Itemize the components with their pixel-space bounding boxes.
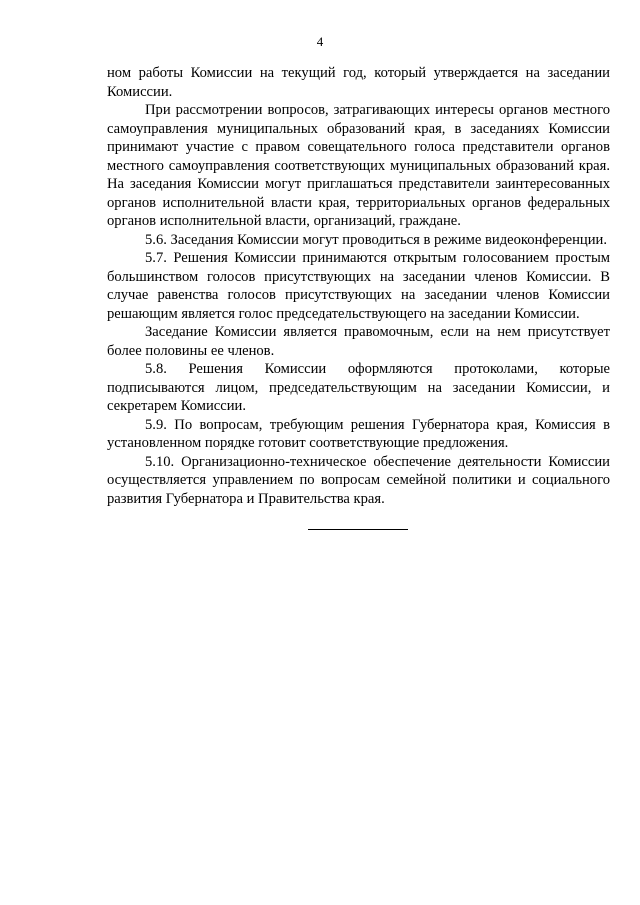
paragraph-quorum: Заседание Комиссии является правомочным, если на нем присутствует более половины ее членов. — [107, 324, 610, 359]
paragraph-5-10: 5.10. Организационно-техническое обеспечение деятельности Комиссии осуществляется управлением по вопросам семейной политики и социального развития Губернатора и Правительства края. — [107, 453, 610, 507]
paragraph-5-8: 5.8. Решения Комиссии оформляются протоколами, которые подписываются лицом, председательствующим на заседании Комиссии, и секретарем Комиссии. — [107, 361, 610, 414]
paragraph-5-7: 5.7. Решения Комиссии принимаются открытым голосованием простым большинством голосов присутствующих на заседании членов Комиссии. В случае равенства голосов присутствующих на заседании членов Комиссии решающим является голос председательствующего на заседании Комиссии. — [107, 250, 610, 322]
page-number: 4 — [316, 34, 324, 49]
paragraph-5-9: 5.9. По вопросам, требующим решения Губернатора края, Комиссия в установленном порядке готовит соответствующие предложения. — [107, 416, 610, 451]
paragraph-local-government-participation: При рассмотрении вопросов, затрагивающих интересы органов местного самоуправления муниципальных образований края, в заседаниях Комиссии принимают участие с правом совещательного голоса представители органов местного самоуправления соответствующих муниципальных образований края. На заседания Комиссии могут приглашаться представители заинтересованных органов исполнительной власти края, территориальных органов федеральных органов исполнительной власти, организаций, граждане. — [107, 102, 610, 229]
paragraph-5-6: 5.6. Заседания Комиссии могут проводиться в режиме видеоконференции. — [145, 231, 607, 248]
document-body — [107, 64, 610, 508]
end-separator-line — [308, 529, 408, 530]
paragraph-continuation: ном работы Комиссии на текущий год, который утверждается на заседании Комиссии. — [107, 65, 610, 100]
